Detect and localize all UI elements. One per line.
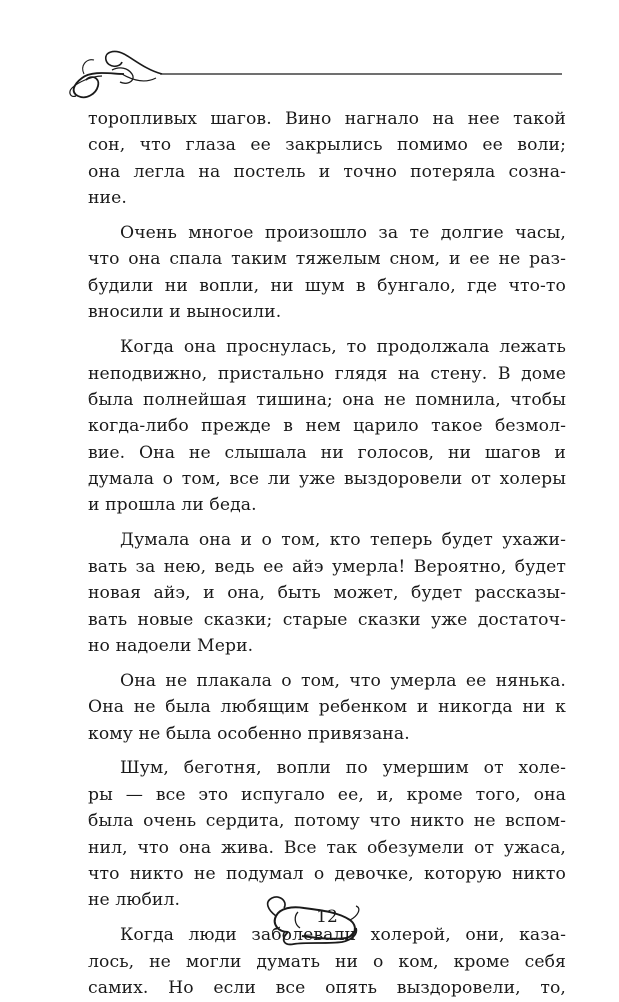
text-line: торопливых шагов. Вино нагнало на нее такой	[88, 109, 566, 129]
text-line: лось, не могли думать ни о ком, кроме себя	[88, 951, 566, 972]
text-line: Она не была любящим ребенком и никогда ни к	[88, 697, 566, 718]
paragraph-gap	[88, 326, 566, 335]
text-line: думала о том, все ли уже выздоровели от холеры	[88, 469, 566, 490]
page-number: 12	[316, 907, 338, 927]
footer-scroll-icon	[258, 890, 364, 950]
text-line: не любил.	[88, 890, 181, 911]
body-text	[88, 106, 566, 1002]
text-line: нил, что она жива. Все так обезумели от ужаса,	[88, 837, 566, 858]
text-line: была полнейшая тишина; она не помнила, чтобы	[88, 389, 566, 410]
text-line: Очень многое произошло за те долгие часы,	[120, 223, 566, 244]
text-line: вать новые сказки; старые сказки уже достаточ-	[88, 609, 566, 630]
text-line: кому не была особенно привязана.	[88, 723, 410, 744]
paragraph-gap	[88, 519, 566, 528]
text-line: будили ни вопли, ни шум в бунгало, где что-то	[88, 275, 566, 296]
text-line: сон, что глаза ее закрылись помимо ее воли;	[88, 135, 566, 156]
text-line: неподвижно, пристально глядя на стену. В доме	[88, 363, 566, 384]
text-line: вать за нею, ведь ее айэ умерла! Вероятно, будет	[88, 556, 566, 577]
text-line: вие. Она не слышала ни голосов, ни шагов и	[88, 442, 566, 463]
paragraph-gap	[88, 659, 566, 668]
text-line: когда-либо прежде в нем царило такое безмол-	[88, 416, 566, 437]
text-line: она легла на постель и точно потеряла созна-	[88, 161, 566, 182]
text-line: вносили и выносили.	[88, 302, 282, 323]
text-line: что никто не подумал о девочке, которую никто	[88, 864, 566, 885]
text-line: что она спала таким тяжелым сном, и ее не раз-	[88, 249, 566, 270]
text-line: и прошла ли беда.	[88, 495, 257, 516]
text-line: ры — все это испугало ее, и, кроме того, она	[88, 784, 566, 805]
paragraph-gap	[88, 212, 566, 221]
header-flourish-icon	[62, 40, 562, 102]
text-line: Когда люди заболевали холерой, они, каза-	[120, 925, 566, 946]
text-line: Она не плакала о том, что умерла ее нянька.	[120, 670, 566, 691]
text-line: самих. Но если все опять выздоровели, то,	[88, 978, 566, 999]
text-line: новая айэ, и она, быть может, будет рассказы-	[88, 583, 566, 604]
text-line: Шум, беготня, вопли по умершим от холе-	[120, 758, 566, 779]
text-line: но надоели Мери.	[88, 635, 254, 656]
text-line: ние.	[88, 188, 127, 209]
text-line: была очень сердита, потому что никто не вспом-	[88, 811, 566, 832]
text-line: Когда она проснулась, то продолжала лежать	[120, 337, 566, 358]
paragraph-gap	[88, 747, 566, 756]
text-line: Думала она и о том, кто теперь будет ухажи-	[120, 530, 566, 551]
